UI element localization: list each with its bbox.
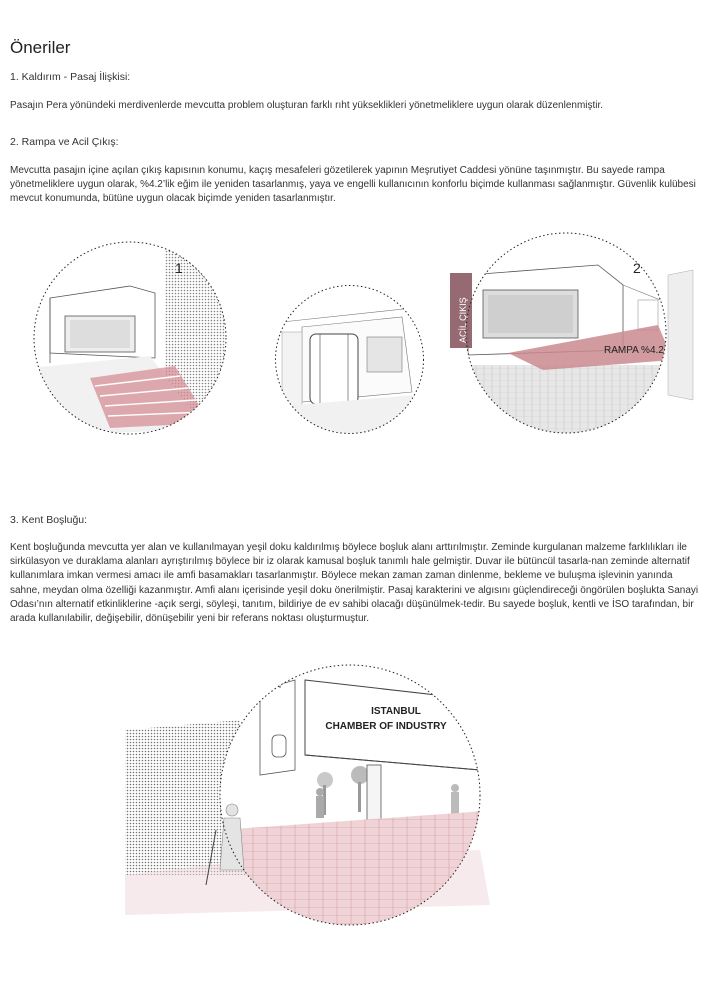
emergency-exit-label: ACİL ÇIKIŞ xyxy=(458,297,468,343)
sign-line-2: CHAMBER OF INDUSTRY xyxy=(325,721,447,732)
section-1-heading: 1. Kaldırım - Pasaj İlişkisi: xyxy=(10,71,131,83)
section-1-text: Pasajın Pera yönündeki merdivenlerde mevcutta problem oluşturan farklı rıht yükseklikleri yönetmeliklere uygun olarak düzenlenmiştir. xyxy=(10,100,604,111)
view-1-number: 1 xyxy=(175,260,183,276)
section-2-heading: 2. Rampa ve Acil Çıkış: xyxy=(10,136,119,148)
view-1-illustration xyxy=(30,238,230,438)
view-2-illustration xyxy=(448,225,698,445)
view-2-number: 2 xyxy=(633,260,641,276)
ramp-label: RAMPA %4.2 xyxy=(604,345,664,356)
page-title: Öneriler xyxy=(10,38,71,57)
section-2-text: Mevcutta pasajın içine açılan çıkış kapısının konumu, kaçış mesafeleri gözetilerek yapının Meşrutiyet Caddesi yönüne taşınmıştır. Bu sayede rampa yönetmeliklere uygun olarak, %4.2’lik eğim ile yeniden tasarlanmış, yaya ve engelli kullanıcının konforlu biçimde kullanması sağlanmıştır. Güvenlik kulübesi mevcut konumunda, bütüne uygun olacak biçimde yeniden tasarlanmıştır. xyxy=(10,165,696,205)
view-middle-illustration xyxy=(272,282,427,437)
section-3-heading: 3. Kent Boşluğu: xyxy=(10,514,88,526)
section-3-text: Kent boşluğunda mevcutta yer alan ve kullanılmayan yeşil doku kaldırılmış böylece boşluk alanı arttırılmıştır. Zeminde kurgulanan malzeme farklılıkları ile sirkülasyon ve duraklama alanları ayrıştırılmış böylece bir iz olarak kamusal boşluk tanımlı hale gelmiştir. Duvar ile bütüncül tasarla-nan zeminde alternatif kullanımlara imkan vermesi amacı ile amfi basamakları tasarlanmıştır. Böylece mekan zaman zaman dinlenme, bekleme ve buluşma işlevinin yanında sahne, meydan olma özelliği kazanmıştır. Amfi alanı içerisinde yeşil doku önerilmiştir. Pasaj karakterini ve algısını güçlendireceği öngörülen boşlukta Sanayi Odası’nın alternatif etkinliklerine -açık sergi, söyleşi, tanıtım, bildiriye de ev sahibi olacağı düşünülmek-tedir. Bu sayede boşluk, kentli ve İSO tarafından, bir arada kullanılabilir, değişebilir, dönüşebilir yeni bir referans noktası oluşturmuştur. xyxy=(10,542,699,625)
sign-line-1: ISTANBUL xyxy=(371,706,421,717)
view-3-illustration xyxy=(120,660,500,930)
